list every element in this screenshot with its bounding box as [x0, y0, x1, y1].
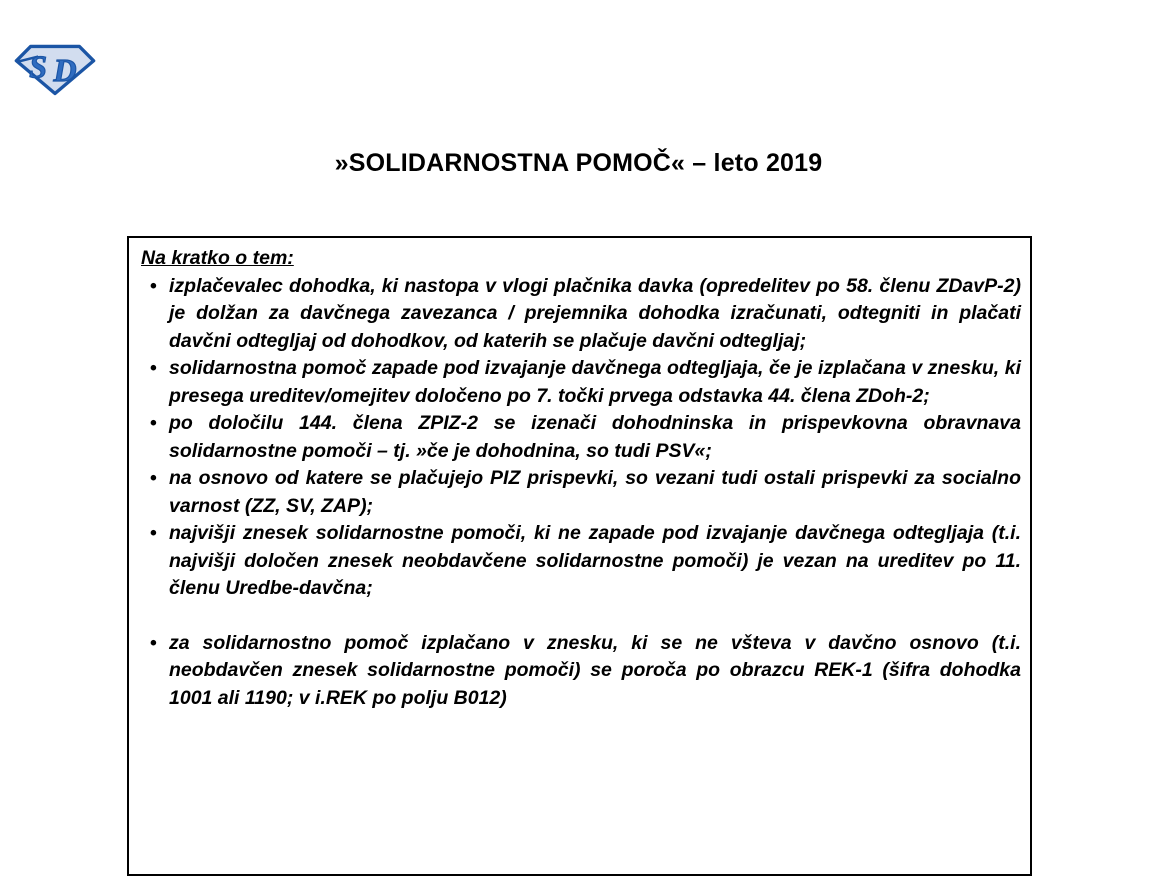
bullet-item: • za solidarnostno pomoč izplačano v znesku, ki se ne všteva v davčno osnovo (t.i. neobdavčen znesek solidarnostne pomoči) se poroča po obrazcu REK-1 (šifra dohodka 1001 ali 1190; v i.REK po polju B012) [141, 630, 1021, 713]
summary-box [127, 236, 1032, 876]
summary-bullet-list [141, 273, 1021, 713]
sd-shield-icon [13, 42, 97, 98]
summary-heading: Na kratko o tem: [141, 247, 294, 269]
bullet-item: • po določilu 144. člena ZPIZ-2 se izenači dohodninska in prispevkovna obravnava solidarnostne pomoči – tj. »če je dohodnina, so tudi PSV«; [141, 410, 1021, 465]
bullet-item: • solidarnostna pomoč zapade pod izvajanje davčnega odtegljaja, če je izplačana v znesku, ki presega ureditev/omejitev določeno po 7. točki prvega odstavka 44. člena ZDoh-2; [141, 355, 1021, 410]
bullet-item: • na osnovo od katere se plačujejo PIZ prispevki, so vezani tudi ostali prispevki za socialno varnost (ZZ, SV, ZAP); [141, 465, 1021, 520]
company-logo [13, 42, 97, 98]
svg-text:D: D [53, 52, 77, 88]
svg-text:S: S [29, 49, 48, 85]
bullet-item: • najvišji znesek solidarnostne pomoči, ki ne zapade pod izvajanje davčnega odtegljaja (t.i. najvišji določen znesek neobdavčene solidarnostne pomoči) je vezan na ureditev po 11. členu Uredbe-davčna; [141, 520, 1021, 603]
bullet-item: • izplačevalec dohodka, ki nastopa v vlogi plačnika davka (opredelitev po 58. členu ZDavP-2) je dolžan za davčnega zavezanca / prejemnika dohodka izračunati, odtegniti in plačati davčni odtegljaj od dohodkov, od katerih se plačuje davčni odtegljaj; [141, 273, 1021, 356]
document-title: »SOLIDARNOSTNA POMOČ« – leto 2019 [334, 149, 823, 177]
